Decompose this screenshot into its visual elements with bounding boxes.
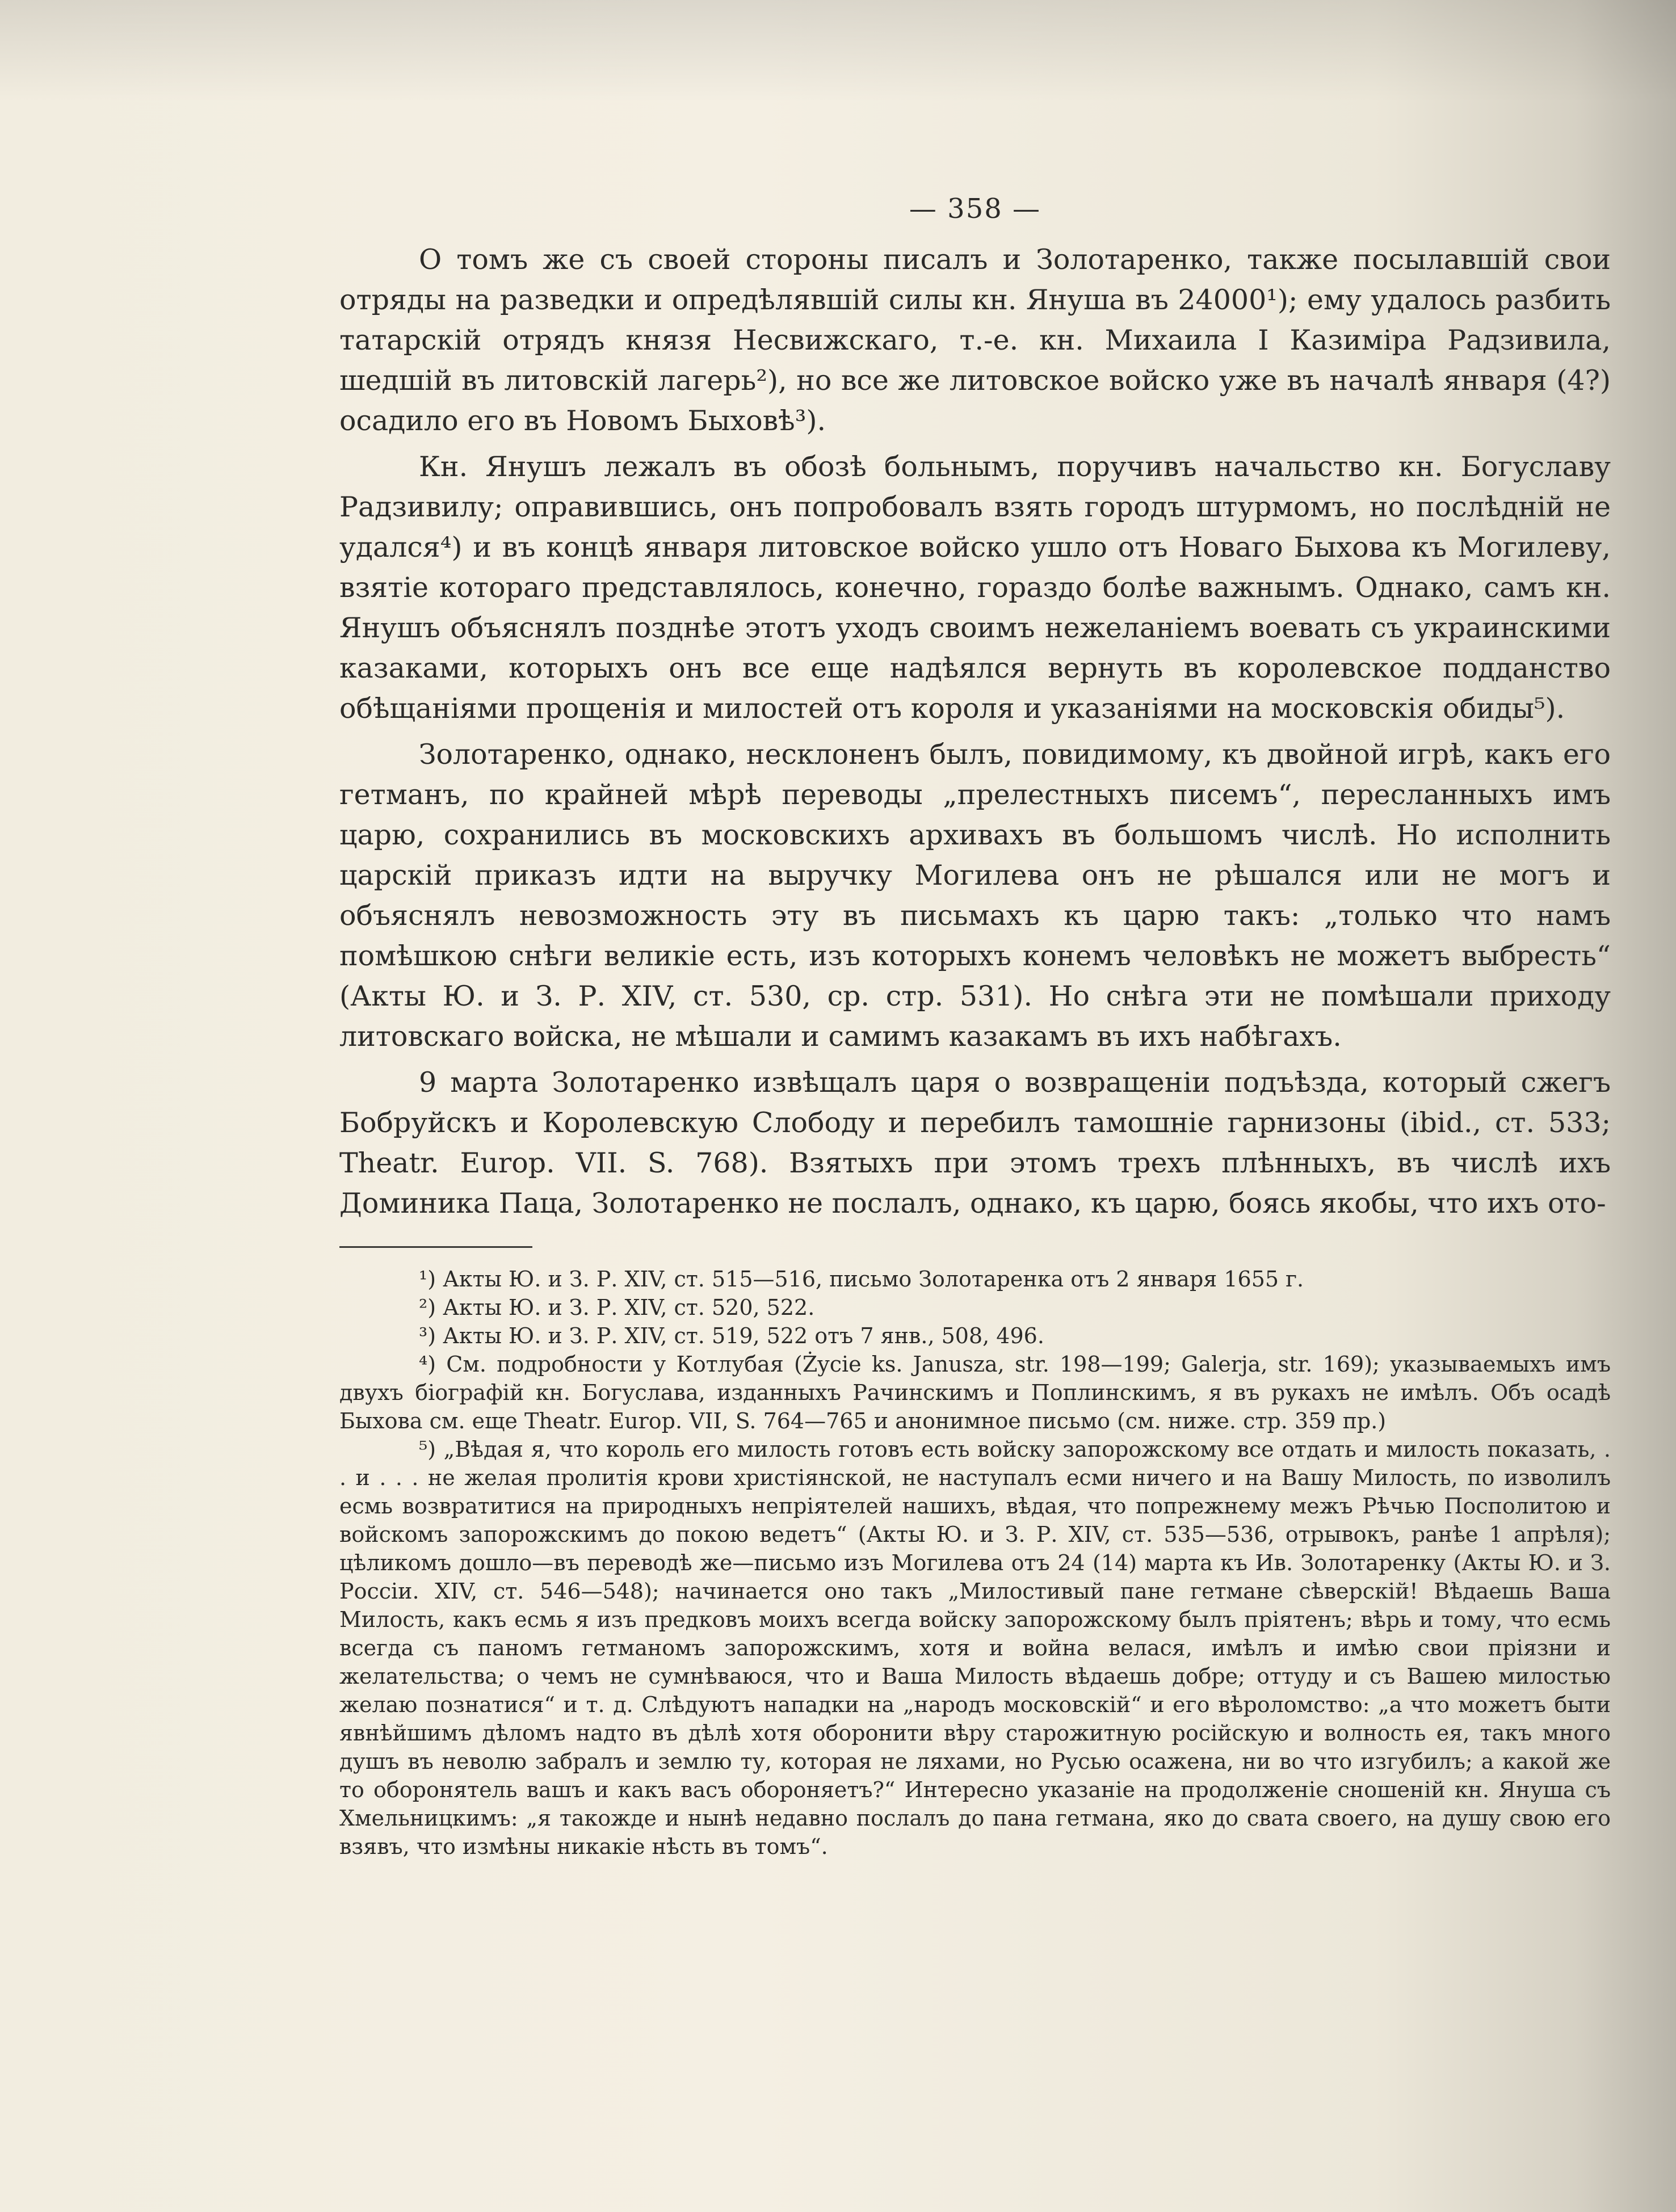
paragraph: 9 марта Золотаренко извѣщалъ царя о возвращеніи подъѣзда, который сжегъ Бобруйскъ и Королевскую Слободу и перебилъ тамошніе гарнизоны (ibid., ст. 533; Theatr. Europ. VII. S. 768). Взятыхъ при этомъ трехъ плѣнныхъ, въ числѣ ихъ Доминика Паца, Золотаренко не послалъ, однако, къ царю, боясь якобы, что ихъ ото- bbox=[339, 1066, 1611, 1219]
footnote: ²) Акты Ю. и З. Р. XIV, ст. 520, 522. bbox=[419, 1295, 815, 1320]
paragraph: О томъ же съ своей стороны писалъ и Золотаренко, также посылавшій свои отряды на разведки и опредѣлявшій силы кн. Януша въ 24000¹); ему удалось разбить татарскій отрядъ князя Несвижскаго, т.-е. кн. Михаила I Казиміра Радзивила, шедшій въ литовскій лагерь²), но все же литовское войско уже въ началѣ января (4?) осадило его въ Новомъ Быховѣ³). bbox=[339, 243, 1611, 437]
page-content bbox=[339, 193, 1611, 1861]
footnote: ³) Акты Ю. и З. Р. XIV, ст. 519, 522 отъ 7 янв., 508, 496. bbox=[419, 1323, 1044, 1348]
footnote: ⁵) „Вѣдая я, что король его милость готовъ есть войску запорожскому все отдать и милость показать, . . и . . . не желая пролитія крови христіянской, не наступалъ есми ничего и на Вашу Милость, по изволилъ есмь возвратитися на природныхъ непріятелей нашихъ, вѣдая, что попрежнему межъ Рѣчью Посполитою и войскомъ запорожскимъ до покою ведетъ“ (Акты Ю. и З. Р. XIV, ст. 535—536, отрывокъ, ранѣе 1 апрѣля); цѣликомъ дошло—въ переводѣ же—письмо изъ Могилева отъ 24 (14) марта къ Ив. Золотаренку (Акты Ю. и З. Россіи. XIV, ст. 546—548); начинается оно такъ „Милостивый пане гетмане сѣверскій! Вѣдаешь Ваша Милость, какъ есмь я изъ предковъ моихъ всегда войску запорожскому былъ пріятенъ; вѣрь и тому, что есмь всегда съ паномъ гетманомъ запорожскимъ, хотя и война велася, имѣлъ и имѣю свои пріязни и желательства; о чемъ не сумнѣваюся, что и Ваша Милость вѣдаешь добре; оттуду и съ Вашею милостью желаю познатися“ и т. д. Слѣдуютъ нападки на „народъ московскій“ и его вѣроломство: „а что можетъ быти явнѣйшимъ дѣломъ надто въ дѣлѣ хотя оборонити вѣру старожитную російскую и волность ея, такъ много душъ въ неволю забралъ и землю ту, которая не ляхами, но Русью осажена, ни во что изгубилъ; а какой же то оборонятель вашъ и какъ васъ обороняетъ?“ Интересно указаніе на продолженіе сношеній кн. Януша съ Хмельницкимъ: „я такожде и нынѣ недавно послалъ до пана гетмана, яко до свата своего, на душу свою его взявъ, что измѣны никакіе нѣсть въ томъ“. bbox=[339, 1437, 1611, 1859]
footnote: ⁴) См. подробности у Котлубая (Życie ks. Janusza, str. 198—199; Galerja, str. 169); указываемыхъ имъ двухъ біографій кн. Богуслава, изданныхъ Рачинскимъ и Поплинскимъ, я въ рукахъ не имѣлъ. Объ осадѣ Быхова см. еще Theatr. Europ. VII, S. 764—765 и анонимное письмо (см. ниже. стр. 359 пр.) bbox=[339, 1352, 1611, 1433]
paragraph: Кн. Янушъ лежалъ въ обозѣ больнымъ, поручивъ начальство кн. Богуславу Радзивилу; оправившись, онъ попробовалъ взять городъ штурмомъ, но послѣдній не удался⁴) и въ концѣ января литовское войско ушло отъ Новаго Быхова къ Могилеву, взятіе котораго представлялось, конечно, гораздо болѣе важнымъ. Однако, самъ кн. Янушъ объяснялъ позднѣе этотъ уходъ своимъ нежеланіемъ воевать съ украинскими казаками, которыхъ онъ все еще надѣялся вернуть въ королевское подданство обѣщаніями прощенія и милостей отъ короля и указаніями на московскія обиды⁵). bbox=[339, 451, 1611, 725]
footnote-divider bbox=[339, 1246, 532, 1248]
footnote: ¹) Акты Ю. и З. Р. XIV, ст. 515—516, письмо Золотаренка отъ 2 января 1655 г. bbox=[419, 1267, 1304, 1292]
page-number: — 358 — bbox=[909, 193, 1041, 225]
page-shadow bbox=[0, 0, 1676, 102]
paragraph: Золотаренко, однако, несклоненъ былъ, повидимому, къ двойной игрѣ, какъ его гетманъ, по крайней мѣрѣ переводы „прелестныхъ писемъ“, пересланныхъ имъ царю, сохранились въ московскихъ архивахъ въ большомъ числѣ. Но исполнить царскій приказъ идти на выручку Могилева онъ не рѣшался или не могъ и объяснялъ невозможность эту въ письмахъ къ царю такъ: „только что намъ помѣшкою снѣги великіе есть, изъ которыхъ конемъ человѣкъ не можетъ выбресть“ (Акты Ю. и З. Р. XIV, ст. 530, ср. стр. 531). Но снѣга эти не помѣшали приходу литовскаго войска, не мѣшали и самимъ казакамъ въ ихъ набѣгахъ. bbox=[339, 738, 1611, 1053]
